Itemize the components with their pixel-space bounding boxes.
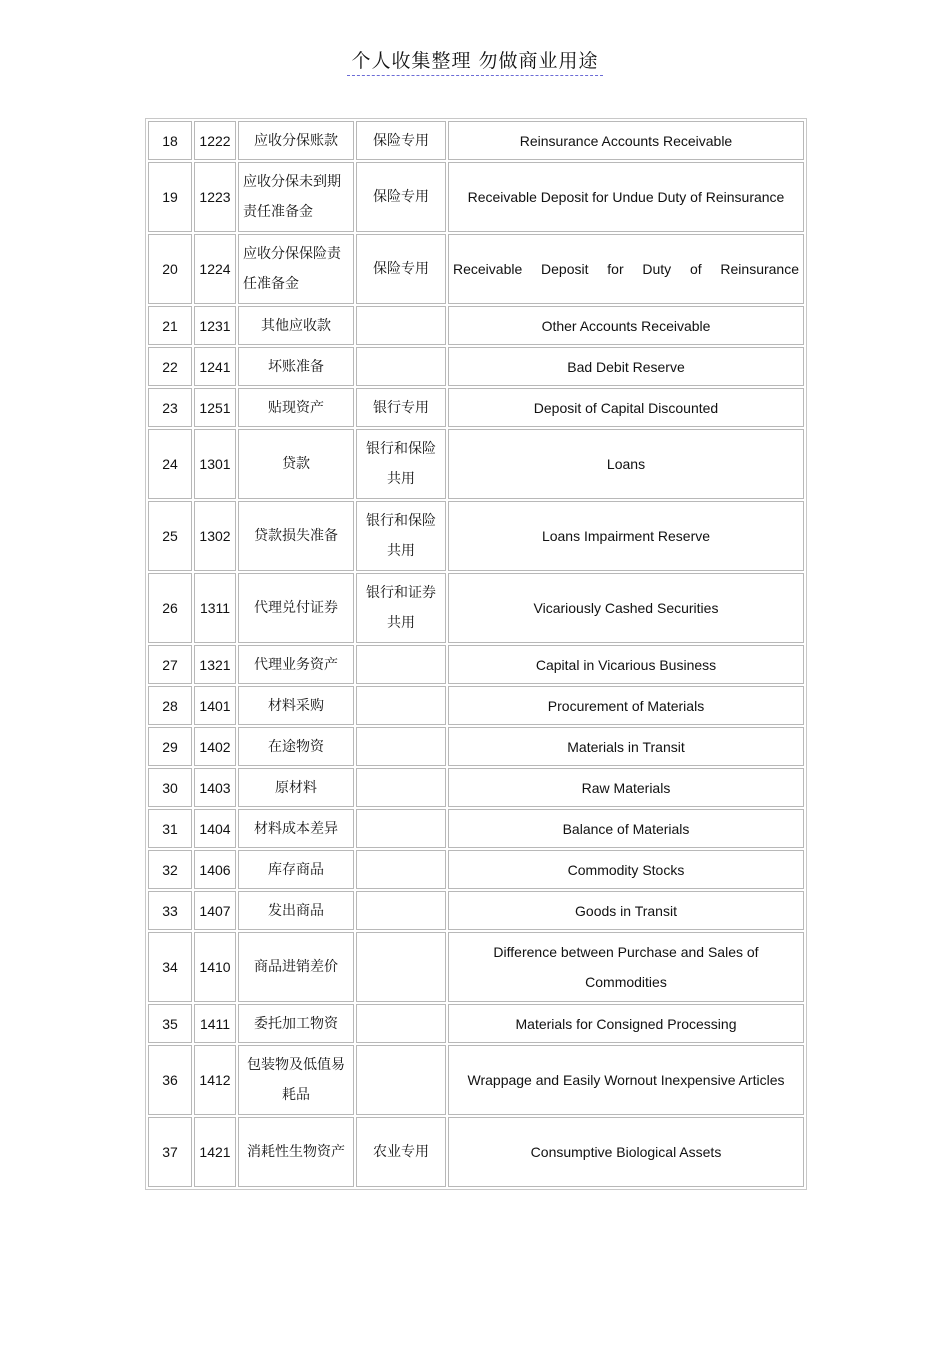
row-index: 31 [148,809,192,848]
table-row [148,645,804,684]
account-name-cn: 包装物及低值易耗品 [238,1045,354,1115]
account-name-cn: 库存商品 [238,850,354,889]
account-name-cn: 贴现资产 [238,388,354,427]
table-row [148,1117,804,1187]
account-name-cn: 贷款损失准备 [238,501,354,571]
account-name-en: Loans [448,429,804,499]
usage-scope: 银行和保险共用 [356,501,446,571]
account-name-en: Materials for Consigned Processing [448,1004,804,1043]
table-row [148,1004,804,1043]
table-row [148,573,804,643]
account-code: 1231 [194,306,236,345]
usage-scope: 保险专用 [356,162,446,232]
account-name-cn: 原材料 [238,768,354,807]
account-name-cn: 代理兑付证券 [238,573,354,643]
account-code: 1406 [194,850,236,889]
row-index: 18 [148,121,192,160]
account-name-en: Deposit of Capital Discounted [448,388,804,427]
table-row [148,932,804,1002]
usage-scope: 银行和保险共用 [356,429,446,499]
page-header [0,46,950,73]
account-code: 1404 [194,809,236,848]
account-name-cn: 代理业务资产 [238,645,354,684]
account-code: 1412 [194,1045,236,1115]
account-name-en: Loans Impairment Reserve [448,501,804,571]
usage-scope [356,1004,446,1043]
account-name-en: Goods in Transit [448,891,804,930]
usage-scope: 保险专用 [356,234,446,304]
row-index: 36 [148,1045,192,1115]
usage-scope [356,645,446,684]
account-name-en: Receivable Deposit for Undue Duty of Reinsurance [448,162,804,232]
account-code: 1407 [194,891,236,930]
row-index: 25 [148,501,192,571]
table-row [148,727,804,766]
account-code: 1251 [194,388,236,427]
account-name-cn: 发出商品 [238,891,354,930]
account-name-cn: 消耗性生物资产 [238,1117,354,1187]
usage-scope [356,347,446,386]
row-index: 27 [148,645,192,684]
account-name-en: Balance of Materials [448,809,804,848]
row-index: 34 [148,932,192,1002]
usage-scope: 银行专用 [356,388,446,427]
account-name-en: Wrappage and Easily Wornout Inexpensive Articles [448,1045,804,1115]
table-row [148,347,804,386]
table-row [148,121,804,160]
account-name-en: Reinsurance Accounts Receivable [448,121,804,160]
row-index: 33 [148,891,192,930]
account-code: 1401 [194,686,236,725]
account-code: 1224 [194,234,236,304]
row-index: 30 [148,768,192,807]
table-row [148,501,804,571]
usage-scope: 银行和证券共用 [356,573,446,643]
row-index: 37 [148,1117,192,1187]
row-index: 35 [148,1004,192,1043]
account-name-en: Difference between Purchase and Sales of Commodities [448,932,804,1002]
account-name-en: Vicariously Cashed Securities [448,573,804,643]
header-text: 个人收集整理 勿做商业用途 [347,50,602,76]
account-name-en: Other Accounts Receivable [448,306,804,345]
usage-scope [356,727,446,766]
account-name-cn: 委托加工物资 [238,1004,354,1043]
usage-scope [356,1045,446,1115]
account-name-cn: 应收分保账款 [238,121,354,160]
account-name-cn: 材料成本差异 [238,809,354,848]
table-row [148,809,804,848]
usage-scope [356,768,446,807]
account-code: 1223 [194,162,236,232]
row-index: 21 [148,306,192,345]
usage-scope: 农业专用 [356,1117,446,1187]
table-row [148,429,804,499]
row-index: 22 [148,347,192,386]
account-name-cn: 材料采购 [238,686,354,725]
row-index: 20 [148,234,192,304]
account-name-en: Bad Debit Reserve [448,347,804,386]
table-row [148,1045,804,1115]
account-name-cn: 其他应收款 [238,306,354,345]
account-code: 1421 [194,1117,236,1187]
table-row [148,891,804,930]
account-name-en: Procurement of Materials [448,686,804,725]
table-row [148,850,804,889]
row-index: 32 [148,850,192,889]
row-index: 29 [148,727,192,766]
account-code: 1311 [194,573,236,643]
row-index: 23 [148,388,192,427]
account-name-cn: 应收分保保险责任准备金 [238,234,354,304]
account-name-en: Raw Materials [448,768,804,807]
usage-scope [356,686,446,725]
usage-scope [356,891,446,930]
table-row [148,306,804,345]
row-index: 19 [148,162,192,232]
account-code: 1321 [194,645,236,684]
account-name-en: Commodity Stocks [448,850,804,889]
table-row [148,162,804,232]
account-code: 1301 [194,429,236,499]
usage-scope [356,850,446,889]
account-name-en: Materials in Transit [448,727,804,766]
table-row [148,768,804,807]
usage-scope [356,809,446,848]
usage-scope [356,932,446,1002]
account-code: 1411 [194,1004,236,1043]
account-name-cn: 应收分保未到期责任准备金 [238,162,354,232]
table-row [148,388,804,427]
account-name-en: Capital in Vicarious Business [448,645,804,684]
account-code: 1222 [194,121,236,160]
table-row [148,234,804,304]
table-row [148,686,804,725]
account-name-cn: 贷款 [238,429,354,499]
row-index: 26 [148,573,192,643]
account-name-cn: 在途物资 [238,727,354,766]
usage-scope: 保险专用 [356,121,446,160]
account-code: 1302 [194,501,236,571]
row-index: 28 [148,686,192,725]
usage-scope [356,306,446,345]
account-name-en: Receivable Deposit for Duty of Reinsurance [448,234,804,304]
account-name-en: Consumptive Biological Assets [448,1117,804,1187]
account-name-cn: 商品进销差价 [238,932,354,1002]
account-code: 1403 [194,768,236,807]
account-code: 1241 [194,347,236,386]
row-index: 24 [148,429,192,499]
account-table [145,118,807,1190]
account-name-cn: 坏账准备 [238,347,354,386]
account-code: 1402 [194,727,236,766]
account-code: 1410 [194,932,236,1002]
